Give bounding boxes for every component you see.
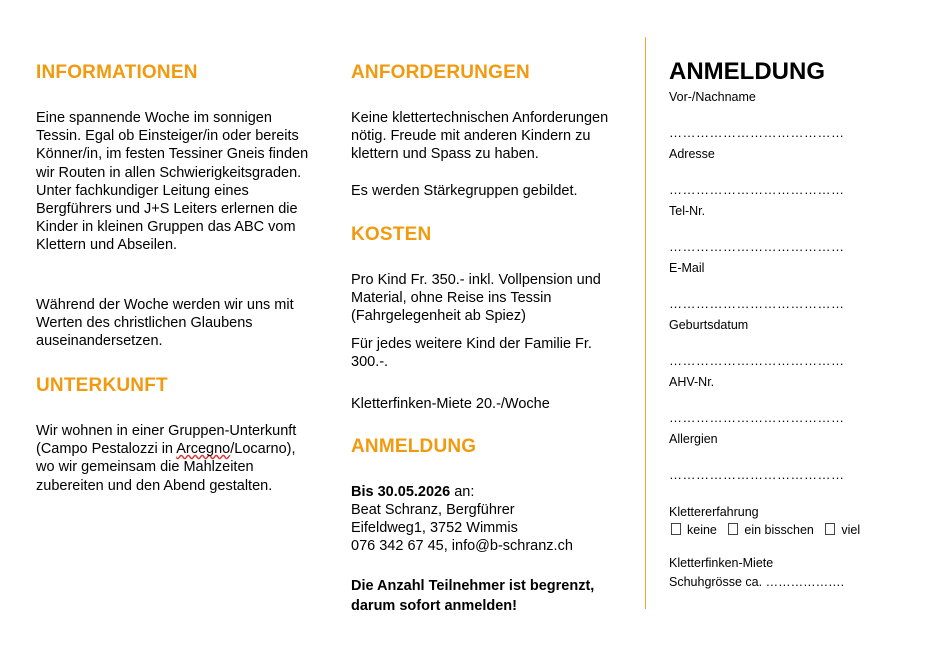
closing-line-2: darum sofort anmelden! [351, 598, 517, 614]
field-line-name[interactable]: ………………………………… [669, 125, 845, 140]
shoe-size-row [669, 575, 844, 589]
info-paragraph-1: Eine spannende Woche im sonnigen Tessin. Egal ob Einsteiger/in oder bereits Könner/in, im festen Tessiner Gneis finden wir Routen in allen Schwierigkeitsgraden. Unter fachkundiger Leitung eines Bergführers und J+S Leiters erlernen die Kinder in kleinen Gruppen das ABC vom Klettern und Abseilen. [36, 110, 309, 254]
field-label-tel: Tel-Nr. [669, 204, 706, 218]
anforderungen-paragraph-1: Keine klettertechnischen Anforderungen nötig. Freude mit anderen Kindern zu klettern und Spass zu haben. [351, 110, 609, 163]
unterkunft-paragraph [36, 422, 316, 495]
field-label-name: Vor-/Nachname [669, 90, 756, 104]
form-title: ANMELDUNG [669, 58, 825, 85]
kosten-paragraph-2: Für jedes weitere Kind der Familie Fr. 300.-. [351, 336, 592, 371]
field-line-tel[interactable]: ………………………………… [669, 239, 845, 254]
contact-name: Beat Schranz, Bergführer [351, 502, 515, 518]
finken-label: Kletterfinken-Miete [669, 556, 774, 570]
field-line-ahv[interactable]: ………………………………… [669, 410, 845, 425]
contact-street: Eifeldweg1, 3752 Wimmis [351, 520, 518, 536]
deadline-line [351, 483, 631, 501]
deadline-date: Bis 30.05.2026 [351, 484, 451, 500]
shoe-size-line[interactable]: ………………. [765, 575, 845, 589]
deadline-rest: an: [450, 484, 475, 500]
field-line-allergien[interactable]: ………………………………… [669, 467, 845, 482]
experience-option-label: ein bisschen [744, 523, 814, 537]
unterkunft-text-before: Wir wohnen in einer Gruppen-Unterkunft (Campo Pestalozzi in [36, 423, 297, 458]
experience-option-viel[interactable] [823, 523, 860, 537]
checkbox-icon[interactable] [671, 523, 681, 535]
kosten-paragraph-1: Pro Kind Fr. 350.- inkl. Vollpension und Material, ohne Reise ins Tessin (Fahrgelegenheit ab Spiez) [351, 272, 601, 325]
anforderungen-paragraph-2: Es werden Stärkegruppen gebildet. [351, 183, 578, 199]
info-paragraph-2: Während der Woche werden wir uns mit Werten des christlichen Glaubens auseinandersetzen. [36, 297, 294, 350]
field-label-geburtsdatum: Geburtsdatum [669, 318, 749, 332]
kosten-paragraph-3: Kletterfinken-Miete 20.-/Woche [351, 396, 550, 412]
experience-option-keine[interactable] [669, 523, 717, 537]
unterkunft-heading: UNTERKUNFT [36, 375, 168, 396]
field-line-email[interactable]: ………………………………… [669, 296, 845, 311]
field-line-geburtsdatum[interactable]: ………………………………… [669, 353, 845, 368]
anforderungen-heading: ANFORDERUNGEN [351, 62, 530, 83]
column-divider [645, 37, 646, 609]
contact-phone-email: 076 342 67 45, info@b-schranz.ch [351, 538, 573, 554]
unterkunft-arcegno: Arcegno [176, 441, 231, 458]
closing-line-1: Die Anzahl Teilnehmer ist begrenzt, [351, 578, 595, 594]
checkbox-icon[interactable] [825, 523, 835, 535]
field-label-email: E-Mail [669, 261, 705, 275]
experience-option-bisschen[interactable] [726, 523, 814, 537]
unterkunft-text-after: /Locarno), wo wir gemeinsam die Mahlzeiten zubereiten und den Abend gestalten. [36, 441, 296, 494]
kosten-heading: KOSTEN [351, 224, 432, 245]
field-line-adresse[interactable]: ………………………………… [669, 182, 845, 197]
anmeldung-heading: ANMELDUNG [351, 436, 477, 457]
experience-options [669, 523, 860, 537]
experience-label: Klettererfahrung [669, 505, 759, 519]
experience-option-label: keine [687, 523, 717, 537]
field-label-adresse: Adresse [669, 147, 715, 161]
field-label-allergien: Allergien [669, 432, 718, 446]
shoe-size-label: Schuhgrösse ca. [669, 575, 763, 589]
field-label-ahv: AHV-Nr. [669, 375, 715, 389]
checkbox-icon[interactable] [728, 523, 738, 535]
experience-option-label: viel [841, 523, 861, 537]
informationen-heading: INFORMATIONEN [36, 62, 198, 83]
